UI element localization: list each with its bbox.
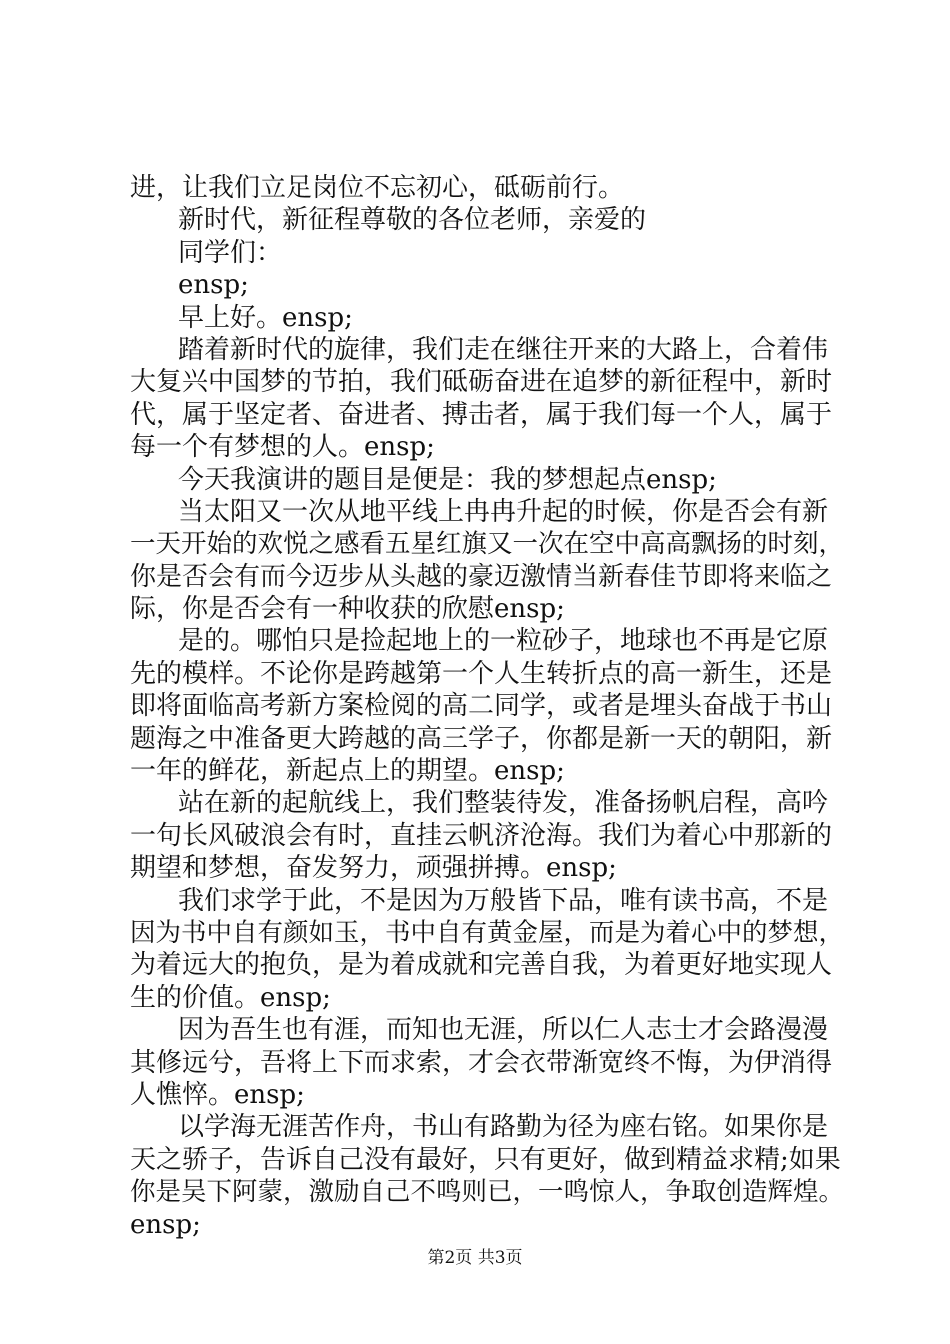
text-line: 际，你是否会有一种收获的欣慰ensp; <box>130 594 565 625</box>
text-line: 人憔悴。ensp; <box>130 1079 305 1110</box>
text-line: 进，让我们立足岗位不忘初心，砥砺前行。 <box>130 173 625 203</box>
text-line: 先的模样。不论你是跨越第一个人生转折点的高一新生，还是 <box>130 658 833 689</box>
text-line: 因为吾生也有涯，而知也无涯，所以仁人志士才会路漫漫 <box>178 1015 829 1046</box>
text-line: 今天我演讲的题目是便是：我的梦想起点ensp; <box>178 464 717 495</box>
text-line: 期望和梦想，奋发努力，顽强拼搏。ensp; <box>130 853 617 884</box>
text-line: 踏着新时代的旋律，我们走在继往开来的大路上，合着伟 <box>178 334 829 365</box>
text-line: 当太阳又一次从地平线上冉冉升起的时候，你是否会有新 <box>178 496 829 527</box>
document-body <box>130 172 850 1241</box>
text-line: 早上好。ensp; <box>178 302 353 333</box>
text-line: ensp; <box>130 1209 201 1240</box>
text-line: 一天开始的欢悦之感看五星红旗又一次在空中高高飘扬的时刻， <box>130 529 845 560</box>
page-footer: 第2页 共3页 <box>427 1248 523 1268</box>
text-line: 以学海无涯苦作舟，书山有路勤为径为座右铭。如果你是 <box>178 1112 829 1143</box>
text-line: 你是吴下阿蒙，激励自己不鸣则已，一鸣惊人，争取创造辉煌。 <box>130 1177 845 1208</box>
text-line: 即将面临高考新方案检阅的高二同学，或者是埋头奋战于书山 <box>130 691 833 722</box>
text-line: 一句长风破浪会有时，直挂云帆济沧海。我们为着心中那新的 <box>130 820 833 851</box>
text-line: 站在新的起航线上，我们整装待发，准备扬帆启程，高吟 <box>178 788 829 819</box>
text-line: 代，属于坚定者、奋进者、搏击者，属于我们每一个人，属于 <box>130 399 833 430</box>
text-line: ensp; <box>178 270 249 301</box>
text-line: 大复兴中国梦的节拍，我们砥砺奋进在追梦的新征程中，新时 <box>130 367 833 398</box>
text-line: 同学们： <box>178 237 283 268</box>
text-line: 因为书中自有颜如玉，书中自有黄金屋，而是为着心中的梦想， <box>130 917 845 948</box>
text-line: 为着远大的抱负，是为着成就和完善自我，为着更好地实现人 <box>130 950 833 981</box>
text-line: 天之骄子，告诉自己没有最好，只有更好，做到精益求精;如果 <box>130 1144 841 1175</box>
text-line: 是的。哪怕只是捡起地上的一粒砂子，地球也不再是它原 <box>178 626 829 657</box>
text-line: 每一个有梦想的人。ensp; <box>130 432 435 463</box>
text-line: 其修远兮，吾将上下而求索，才会衣带渐宽终不悔，为伊消得 <box>130 1047 833 1078</box>
text-line: 一年的鲜花，新起点上的期望。ensp; <box>130 756 565 787</box>
text-line: 题海之中准备更大跨越的高三学子，你都是新一天的朝阳，新 <box>130 723 833 754</box>
text-line: 新时代，新征程尊敬的各位老师，亲爱的 <box>178 205 647 236</box>
text-line: 我们求学于此，不是因为万般皆下品，唯有读书高，不是 <box>178 885 829 916</box>
text-line: 你是否会有而今迈步从头越的豪迈激情当新春佳节即将来临之 <box>130 561 833 592</box>
text-line: 生的价值。ensp; <box>130 982 331 1013</box>
